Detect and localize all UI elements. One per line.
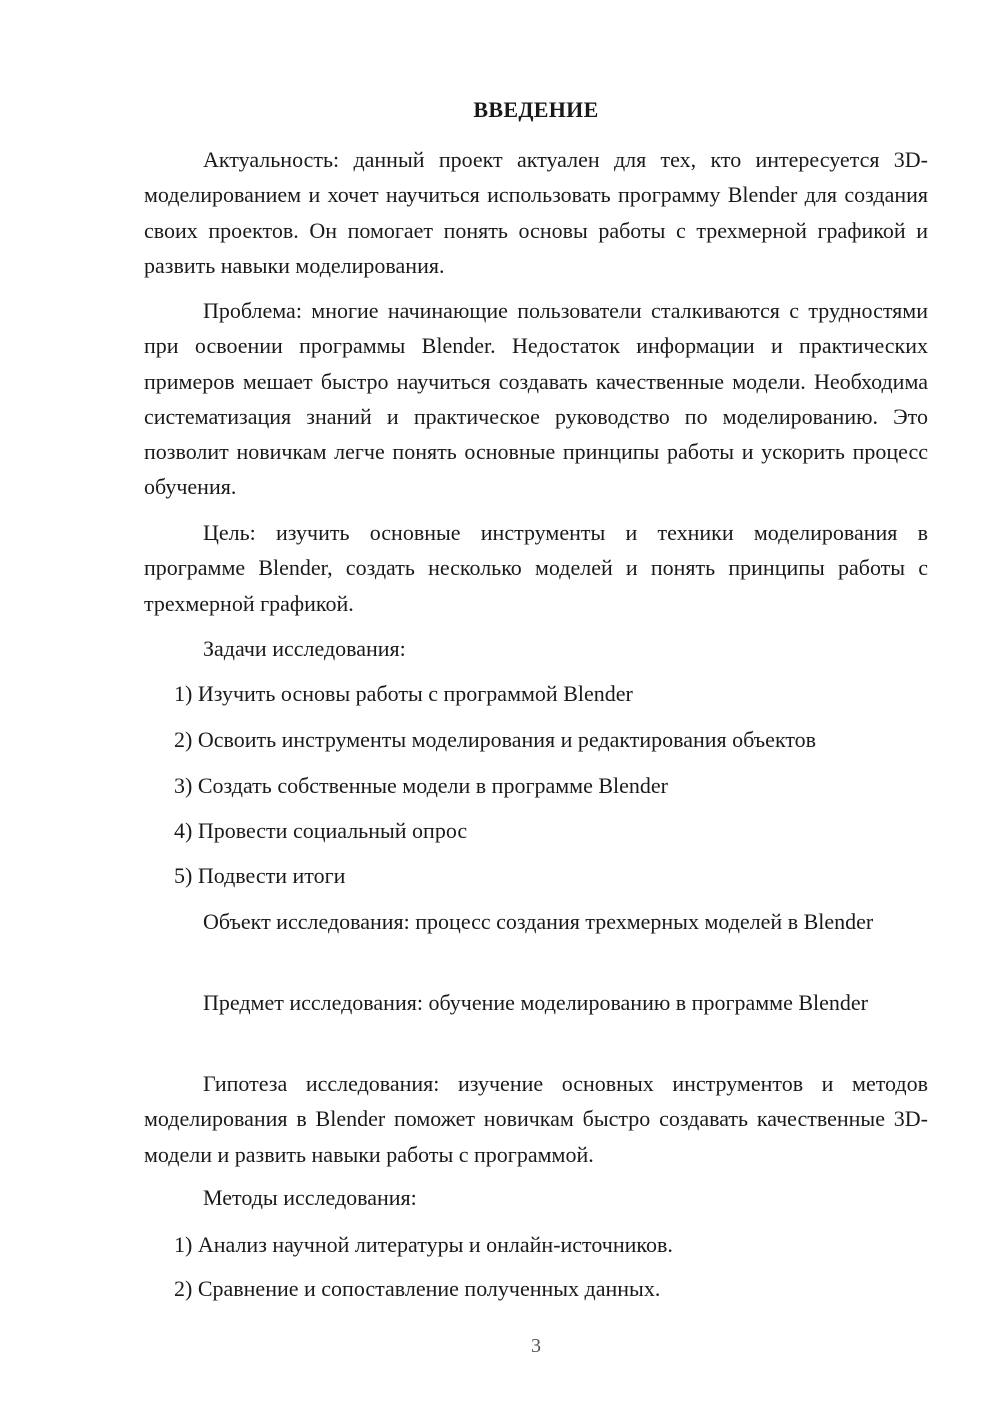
method-item: 2) Сравнение и сопоставление полученных данных. bbox=[174, 1276, 661, 1301]
task-item: 5) Подвести итоги bbox=[174, 863, 346, 888]
object-paragraph: Объект исследования: процесс создания трехмерных моделей в Blender bbox=[203, 909, 874, 934]
hypothesis-paragraph: Гипотеза исследования: изучение основных инструментов и методов моделирования в Blender поможет новичкам быстро создавать качественные 3D-модели и развить навыки работы с программой. bbox=[144, 1071, 928, 1167]
goal-paragraph: Цель: изучить основные инструменты и техники моделирования в программе Blender, создать несколько моделей и понять принципы работы с трехмерной графикой. bbox=[144, 520, 928, 616]
page-number: 3 bbox=[531, 1335, 541, 1357]
problem-paragraph: Проблема: многие начинающие пользователи сталкиваются с трудностями при освоении программы Blender. Недостаток информации и практических примеров мешает быстро научиться создавать качественные модели. Необходима систематизация знаний и практическое руководство по моделированию. Это позволит новичкам легче понять основные принципы работы и ускорить процесс обучения. bbox=[144, 298, 928, 500]
document-page bbox=[144, 0, 928, 1414]
methods-title: Методы исследования: bbox=[203, 1185, 417, 1210]
task-item: 4) Провести социальный опрос bbox=[174, 818, 468, 843]
task-item: 1) Изучить основы работы с программой Blender bbox=[174, 681, 633, 706]
page-heading: ВВЕДЕНИЕ bbox=[473, 97, 599, 122]
relevance-paragraph: Актуальность: данный проект актуален для тех, кто интересуется 3D-моделированием и хочет научиться использовать программу Blender для создания своих проектов. Он помогает понять основы работы с трехмерной графикой и развить навыки моделирования. bbox=[144, 147, 928, 278]
method-item: 1) Анализ научной литературы и онлайн-источников. bbox=[174, 1232, 673, 1257]
task-item: 3) Создать собственные модели в программе Blender bbox=[174, 773, 668, 798]
tasks-title: Задачи исследования: bbox=[203, 636, 406, 661]
task-item: 2) Освоить инструменты моделирования и редактирования объектов bbox=[174, 727, 817, 752]
subject-paragraph: Предмет исследования: обучение моделированию в программе Blender bbox=[203, 990, 868, 1015]
